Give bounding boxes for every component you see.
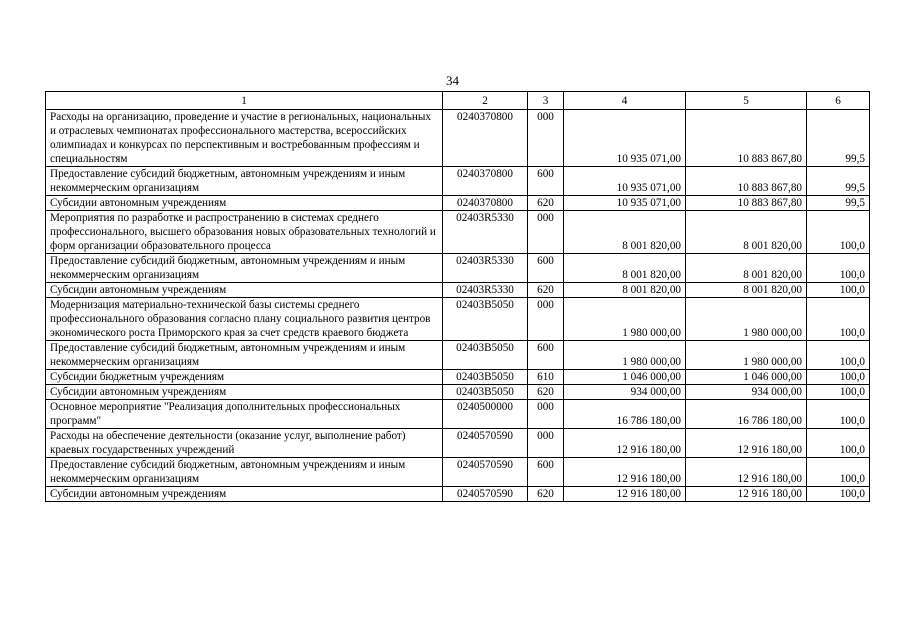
column-header: 3 [528, 92, 564, 110]
percent-cell: 100,0 [807, 487, 870, 502]
plan-amount-cell: 12 916 180,00 [564, 458, 686, 487]
row-name-cell: Предоставление субсидий бюджетным, автономным учреждениям и иным некоммерческим организациям [46, 254, 443, 283]
row-name-cell: Мероприятия по разработке и распространению в системах среднего профессионального, высшего образования новых образовательных технологий и форм организации образовательного процесса [46, 211, 443, 254]
percent-cell: 100,0 [807, 370, 870, 385]
expense-type-cell: 620 [528, 385, 564, 400]
column-header: 5 [686, 92, 807, 110]
page-number: 34 [446, 73, 459, 88]
actual-amount-cell: 16 786 180,00 [686, 400, 807, 429]
target-article-cell: 0240500000 [443, 400, 528, 429]
percent-cell: 100,0 [807, 429, 870, 458]
column-header: 2 [443, 92, 528, 110]
target-article-cell: 0240370800 [443, 196, 528, 211]
percent-cell: 99,5 [807, 110, 870, 167]
expense-type-cell: 620 [528, 487, 564, 502]
expense-type-cell: 620 [528, 283, 564, 298]
table-row [46, 385, 870, 400]
expense-type-cell: 000 [528, 110, 564, 167]
plan-amount-cell: 8 001 820,00 [564, 211, 686, 254]
row-name-cell: Расходы на обеспечение деятельности (оказание услуг, выполнение работ) краевых государственных учреждений [46, 429, 443, 458]
table-row [46, 110, 870, 167]
percent-cell: 100,0 [807, 385, 870, 400]
percent-cell: 100,0 [807, 400, 870, 429]
actual-amount-cell: 1 980 000,00 [686, 298, 807, 341]
percent-cell: 100,0 [807, 341, 870, 370]
expense-type-cell: 600 [528, 458, 564, 487]
plan-amount-cell: 12 916 180,00 [564, 487, 686, 502]
target-article-cell: 02403R5330 [443, 254, 528, 283]
row-name-cell: Субсидии автономным учреждениям [46, 196, 443, 211]
expense-type-cell: 600 [528, 254, 564, 283]
percent-cell: 99,5 [807, 196, 870, 211]
target-article-cell: 0240570590 [443, 429, 528, 458]
percent-cell: 100,0 [807, 211, 870, 254]
percent-cell: 100,0 [807, 254, 870, 283]
target-article-cell: 0240570590 [443, 487, 528, 502]
percent-cell: 100,0 [807, 298, 870, 341]
plan-amount-cell: 934 000,00 [564, 385, 686, 400]
table-row [46, 254, 870, 283]
actual-amount-cell: 12 916 180,00 [686, 487, 807, 502]
actual-amount-cell: 8 001 820,00 [686, 211, 807, 254]
table-row [46, 298, 870, 341]
target-article-cell: 0240370800 [443, 167, 528, 196]
target-article-cell: 02403B5050 [443, 370, 528, 385]
percent-cell: 99,5 [807, 167, 870, 196]
target-article-cell: 02403R5330 [443, 283, 528, 298]
plan-amount-cell: 12 916 180,00 [564, 429, 686, 458]
row-name-cell: Основное мероприятие "Реализация дополнительных профессиональных программ" [46, 400, 443, 429]
plan-amount-cell: 1 980 000,00 [564, 298, 686, 341]
target-article-cell: 02403B5050 [443, 341, 528, 370]
row-name-cell: Расходы на организацию, проведение и участие в региональных, национальных и отраслевых чемпионатах профессионального мастерства, всероссийских олимпиадах и конкурсах по перспективным и востребованным профессиям и специальностям [46, 110, 443, 167]
actual-amount-cell: 10 883 867,80 [686, 167, 807, 196]
table-row [46, 283, 870, 298]
table-row [46, 458, 870, 487]
table-row [46, 196, 870, 211]
actual-amount-cell: 10 883 867,80 [686, 196, 807, 211]
actual-amount-cell: 12 916 180,00 [686, 458, 807, 487]
plan-amount-cell: 1 980 000,00 [564, 341, 686, 370]
actual-amount-cell: 8 001 820,00 [686, 283, 807, 298]
expense-type-cell: 600 [528, 167, 564, 196]
target-article-cell: 02403B5050 [443, 385, 528, 400]
row-name-cell: Модернизация материально-технической базы системы среднего профессионального образования согласно плану социального развития центров экономического роста Приморского края за счет средств краевого бюджета [46, 298, 443, 341]
table-row [46, 167, 870, 196]
target-article-cell: 02403R5330 [443, 211, 528, 254]
expense-type-cell: 000 [528, 429, 564, 458]
target-article-cell: 0240370800 [443, 110, 528, 167]
actual-amount-cell: 934 000,00 [686, 385, 807, 400]
table-row [46, 370, 870, 385]
budget-table [45, 91, 870, 502]
expense-type-cell: 000 [528, 211, 564, 254]
expense-type-cell: 610 [528, 370, 564, 385]
table-header-row [46, 92, 870, 110]
row-name-cell: Предоставление субсидий бюджетным, автономным учреждениям и иным некоммерческим организациям [46, 458, 443, 487]
plan-amount-cell: 8 001 820,00 [564, 254, 686, 283]
row-name-cell: Субсидии автономным учреждениям [46, 487, 443, 502]
plan-amount-cell: 1 046 000,00 [564, 370, 686, 385]
row-name-cell: Предоставление субсидий бюджетным, автономным учреждениям и иным некоммерческим организациям [46, 341, 443, 370]
plan-amount-cell: 10 935 071,00 [564, 110, 686, 167]
row-name-cell: Субсидии бюджетным учреждениям [46, 370, 443, 385]
table-row [46, 400, 870, 429]
percent-cell: 100,0 [807, 283, 870, 298]
row-name-cell: Предоставление субсидий бюджетным, автономным учреждениям и иным некоммерческим организациям [46, 167, 443, 196]
table-row [46, 211, 870, 254]
actual-amount-cell: 10 883 867,80 [686, 110, 807, 167]
actual-amount-cell: 1 980 000,00 [686, 341, 807, 370]
plan-amount-cell: 16 786 180,00 [564, 400, 686, 429]
target-article-cell: 0240570590 [443, 458, 528, 487]
plan-amount-cell: 8 001 820,00 [564, 283, 686, 298]
column-header: 1 [46, 92, 443, 110]
target-article-cell: 02403B5050 [443, 298, 528, 341]
row-name-cell: Субсидии автономным учреждениям [46, 283, 443, 298]
row-name-cell: Субсидии автономным учреждениям [46, 385, 443, 400]
actual-amount-cell: 1 046 000,00 [686, 370, 807, 385]
expense-type-cell: 000 [528, 298, 564, 341]
column-header: 6 [807, 92, 870, 110]
actual-amount-cell: 8 001 820,00 [686, 254, 807, 283]
table-row [46, 429, 870, 458]
table-row [46, 487, 870, 502]
table-row [46, 341, 870, 370]
percent-cell: 100,0 [807, 458, 870, 487]
expense-type-cell: 620 [528, 196, 564, 211]
column-header: 4 [564, 92, 686, 110]
plan-amount-cell: 10 935 071,00 [564, 196, 686, 211]
expense-type-cell: 000 [528, 400, 564, 429]
plan-amount-cell: 10 935 071,00 [564, 167, 686, 196]
table-body [46, 110, 870, 502]
expense-type-cell: 600 [528, 341, 564, 370]
actual-amount-cell: 12 916 180,00 [686, 429, 807, 458]
